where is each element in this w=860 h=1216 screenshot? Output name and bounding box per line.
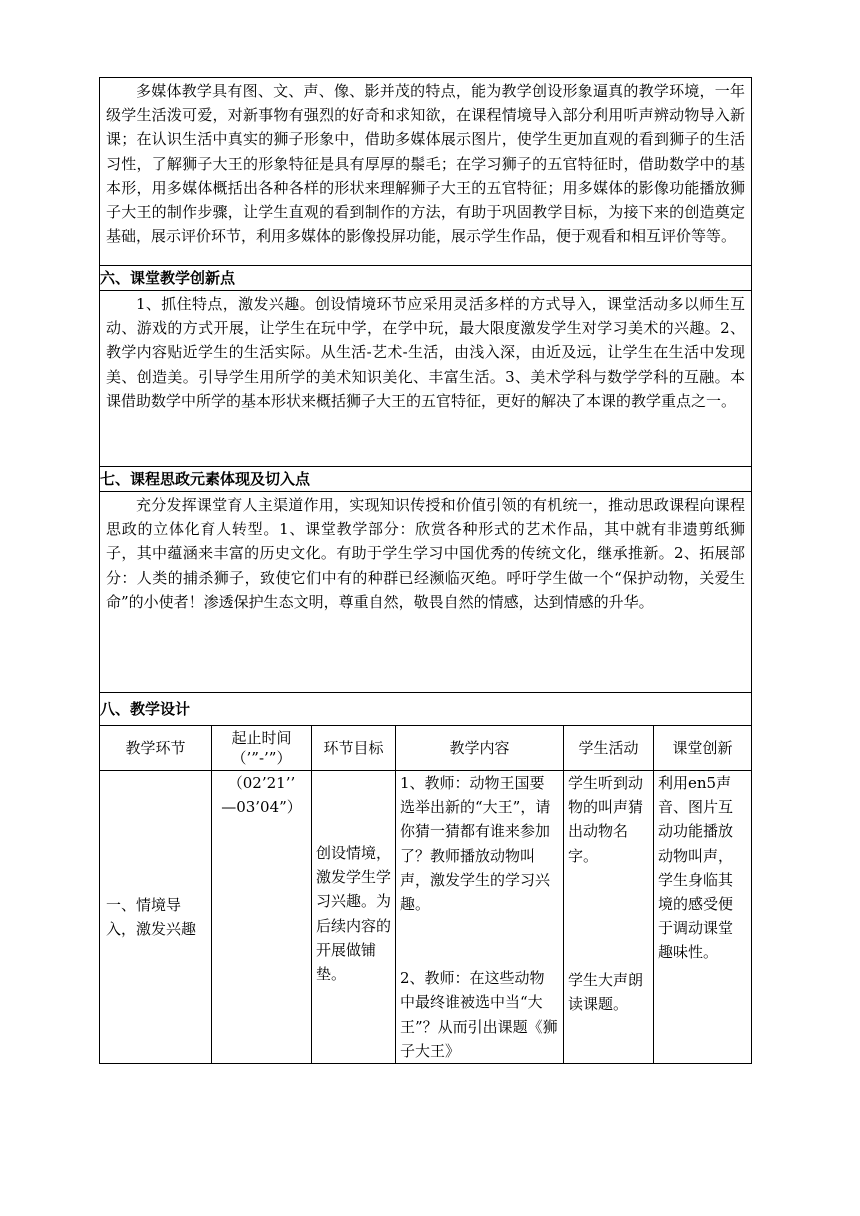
section6-title: 六、课堂教学创新点: [100, 266, 752, 291]
activity-1: 学生听到动物的叫声猜出动物名字。: [568, 774, 644, 865]
section7-body-cell: [100, 492, 752, 693]
intro-cell: [100, 78, 752, 266]
section7-title-row: [100, 467, 752, 492]
content-step-1: 1、教师：动物王国要选举出新的“大王”，请你猜一猜都有谁来参加了？教师播放动物叫声，激发学生的学习兴趣。: [400, 774, 551, 914]
header-activity: 学生活动: [564, 726, 654, 771]
section6-title-row: [100, 266, 752, 291]
section6-paragraph: 1、抓住特点，激发兴趣。创设情境环节应采用灵活多样的方式导入，课堂活动多以师生互动、游戏的方式开展，让学生在玩中学，在学中玩，最大限度激发学生对学习美术的兴趣。2、教学内容贴近学生的生活实际。从生活-艺术-生活，由浅入深，由近及远，让学生在生活中发现美、创造美。引导学生用所学的美术知识美化、丰富生活。3、美术学科与数学学科的互融。本课借助数学中所学的基本形状来概括狮子大王的五官特征，更好的解决了本课的教学重点之一。: [106, 295, 745, 410]
header-time-line1: 起止时间: [231, 729, 292, 747]
time-cell: [212, 771, 312, 1064]
section6-body-cell: [100, 291, 752, 467]
content-step-2: 2、教师：在这些动物中最终谁被选中当“大王”？从而引出课题《狮子大王》: [400, 969, 558, 1060]
section7-body-row: [100, 492, 752, 693]
intro-paragraph: 多媒体教学具有图、文、声、像、影并茂的特点，能为教学创设形象逼真的教学环境，一年级学生活泼可爱，对新事物有强烈的好奇和求知欲，在课程情境导入部分利用听声辨动物导入新课；在认识生活中真实的狮子形象中，借助多媒体展示图片，使学生更加直观的看到狮子的生活习性，了解狮子大王的形象特征是具有厚厚的鬃毛；在学习狮子的五官特征时，借助数学中的基本形，用多媒体概括出各种各样的形状来理解狮子大王的五官特征；用多媒体的影像功能播放狮子大王的制作步骤，让学生直观的看到制作的方法，有助于巩固教学目标，为接下来的创造奠定基础，展示评价环节，利用多媒体的影像投屏功能，展示学生作品，便于观看和相互评价等等。: [106, 82, 745, 246]
innovation-text: 利用en5声音、图片互动功能播放动物叫声，学生身临其境的感受便于调动课堂趣味性。: [658, 774, 734, 962]
stage-cell: [100, 771, 212, 1064]
intro-row: [100, 78, 752, 266]
section7-paragraph: 充分发挥课堂育人主渠道作用，实现知识传授和价值引领的有机统一，推动思政课程向课程思政的立体化育人转型。1、课堂教学部分：欣赏各种形式的艺术作品，其中就有非遗剪纸狮子，其中蕴涵来丰富的历史文化。有助于学生学习中国优秀的传统文化，继承推新。2、拓展部分：人类的捕杀狮子，致使它们中有的种群已经濒临灭绝。呼吁学生做一个“保护动物，关爱生命”的小使者！渗透保护生态文明，尊重自然，敬畏自然的情感，达到情感的升华。: [106, 496, 745, 611]
content-gap: [400, 916, 559, 966]
section6-body-row: [100, 291, 752, 467]
header-innovation: 课堂创新: [654, 726, 752, 771]
time-line1: （02’21’’: [227, 774, 296, 792]
activity-gap: [568, 868, 649, 968]
goal-cell: [312, 771, 396, 1064]
header-time: [212, 726, 312, 771]
header-time-line2: （’”-’”）: [231, 749, 292, 767]
plan-table: [99, 77, 752, 1064]
activity-cell: [564, 771, 654, 1064]
header-content: 教学内容: [396, 726, 564, 771]
document-page: [99, 77, 751, 1064]
design-row-1: [100, 771, 752, 1064]
section8-title-row: [100, 693, 752, 726]
content-cell: [396, 771, 564, 1064]
activity-2: 学生大声朗读课题。: [568, 970, 644, 1014]
stage-text: 一、情境导入，激发兴趣: [106, 895, 197, 939]
goal-text: 创设情境，激发学生学习兴趣。为后续内容的开展做铺垫。: [316, 844, 392, 984]
design-header-row: [100, 726, 752, 771]
innovation-cell: [654, 771, 752, 1064]
header-stage: 教学环节: [100, 726, 212, 771]
header-goal: 环节目标: [312, 726, 396, 771]
section7-title: 七、课程思政元素体现及切入点: [100, 467, 752, 492]
time-line2: —03’04”）: [221, 798, 302, 817]
section8-title: 八、教学设计: [100, 693, 752, 726]
